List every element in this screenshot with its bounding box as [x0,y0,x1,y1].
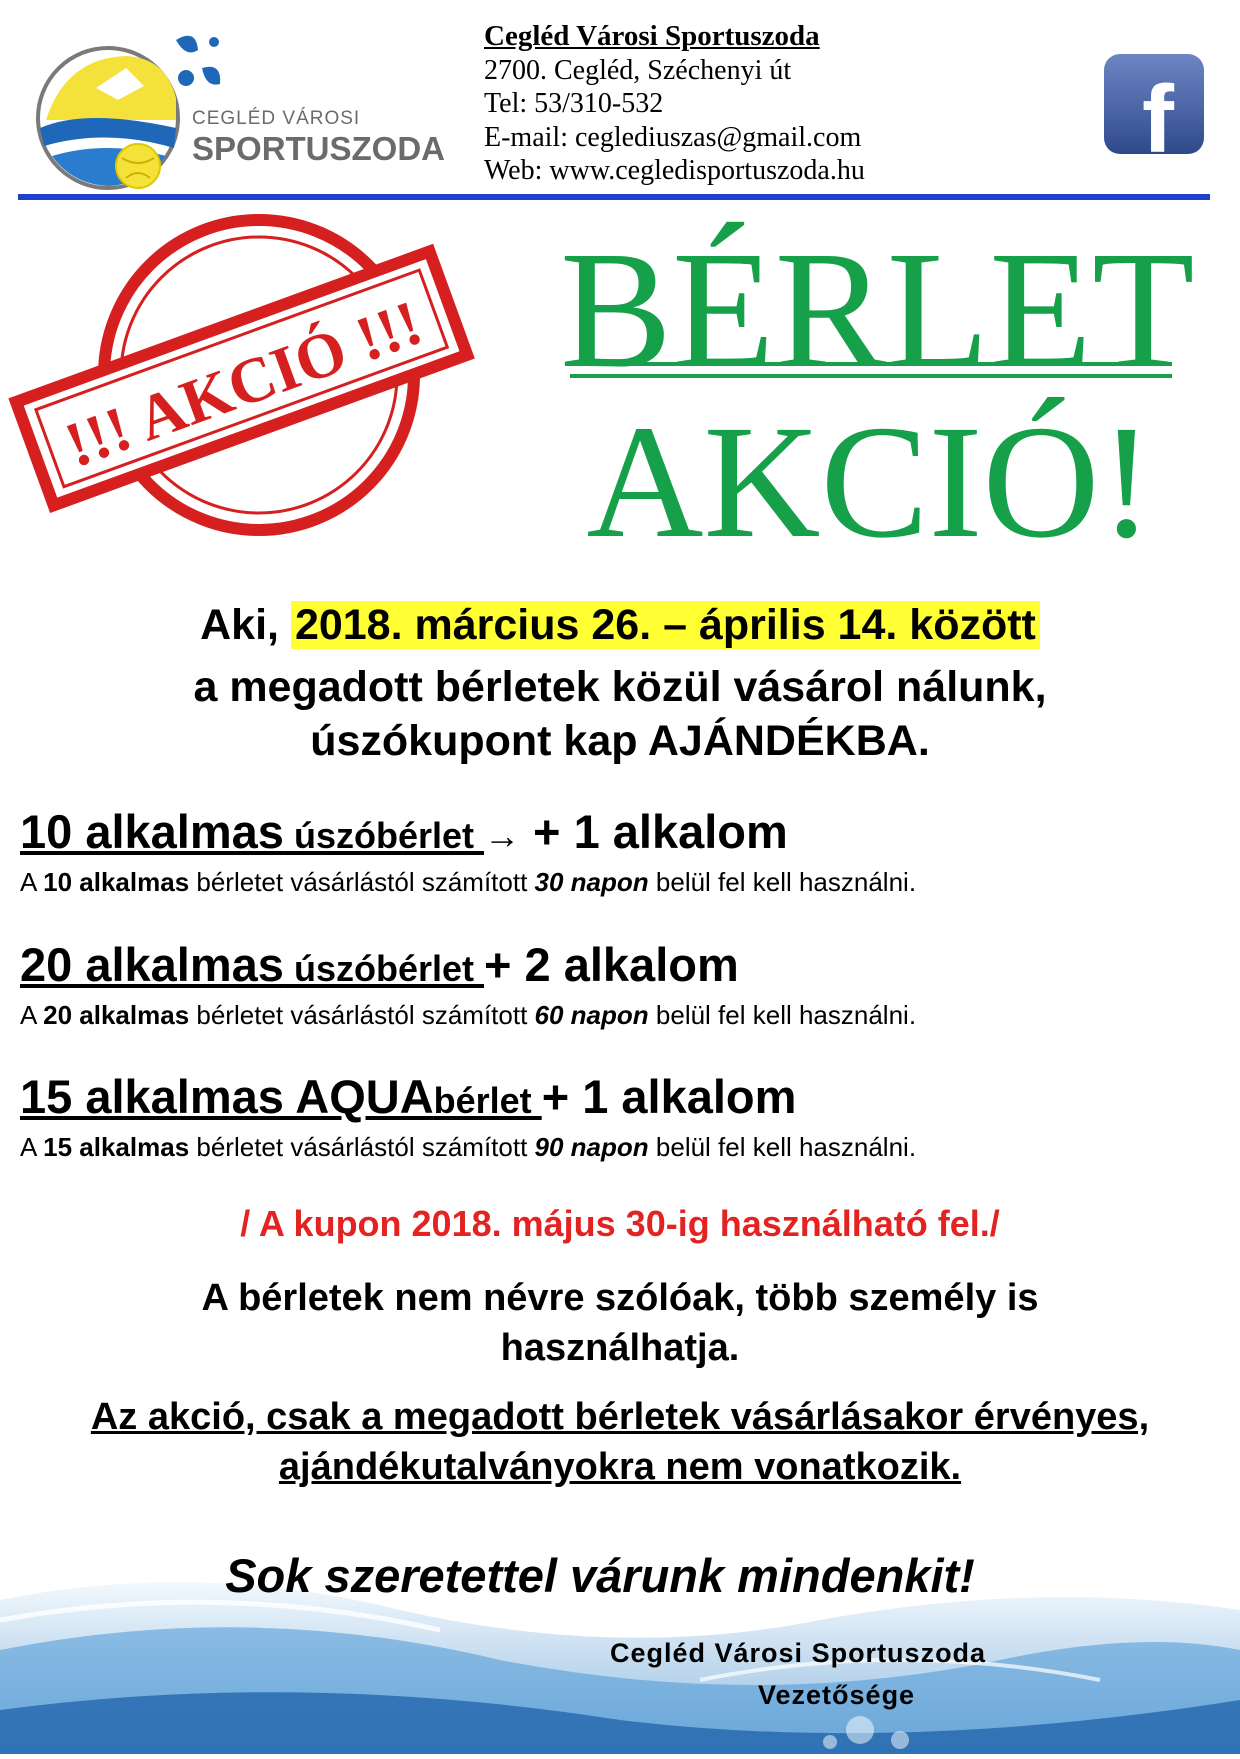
pool-logo [26,28,446,193]
terms-line1: Az akció, csak a megadott bérletek vásárlásakor érvényes, [90,1396,1150,1438]
swimmer-logo-icon [26,28,446,193]
offer-count: 20 alkalmas [20,938,284,991]
offer-count: 10 alkalmas [20,805,284,858]
offer-type: úszóbérlet [283,815,484,856]
logo-line2: SPORTUSZODA [192,130,446,167]
contact-email[interactable]: E-mail: ceglediuszas@gmail.com [484,121,862,153]
contact-phone: Tel: 53/310-532 [484,88,664,119]
note-days: 90 napon [534,1132,649,1162]
note-count: 15 alkalmas [43,1132,190,1162]
offer-bonus-unit: alkalom [599,805,788,858]
logo-line1: CEGLÉD VÁROSI [192,108,361,129]
contact-web[interactable]: Web: www.cegledisportuszoda.hu [484,155,865,186]
transfer-line1: A bérletek nem névre szólóak, több személy is [201,1277,1039,1319]
intro-dates: 2018. március 26. – április 14. között [291,601,1040,649]
offer-bonus-unit: alkalom [550,938,739,991]
contact-address: 2700. Cegléd, Széchenyi út [484,54,792,86]
offer-count: 15 alkalmas AQUA [20,1070,434,1123]
contact-block [484,20,865,188]
headline-akcio: AKCIÓ! [586,393,1154,572]
note-a: A [20,1132,44,1162]
offer-10 [20,804,788,864]
offer-20 [20,937,739,997]
note-days: 60 napon [534,1000,649,1030]
note-days: 30 napon [534,867,649,897]
contact-title: Cegléd Városi Sportuszoda [484,20,820,52]
note-b: bérletet vásárlástól számított [189,1132,535,1162]
offer-bonus-unit: alkalom [608,1070,797,1123]
intro-line1 [0,598,1240,653]
terms-line2: ajándékutalványokra nem vonatkozik. [278,1446,962,1488]
note-b: bérletet vásárlástól számított [189,1000,535,1030]
akcio-stamp [14,205,474,550]
note-c: belül fel kell használni. [648,1000,917,1030]
offer-type: bérlet [433,1080,542,1121]
facebook-icon[interactable] [1102,52,1206,173]
intro-line3-strong: AJÁNDÉKBA. [647,717,930,765]
offer-bonus: + 2 [484,938,551,991]
headline-double-underline [570,362,1172,378]
svg-text:f: f [1142,66,1174,173]
intro-line3 [0,714,1240,769]
intro-prefix: Aki, [200,601,291,649]
header-rule [18,194,1210,200]
stamp-text: !!! AKCIÓ !!! [55,286,431,481]
note-count: 10 alkalmas [43,867,190,897]
note-count: 20 alkalmas [43,1000,190,1030]
offer-bonus: + 1 [541,1070,609,1123]
headline-berlet: BÉRLET [560,217,1195,403]
note-a: A [20,1000,44,1030]
intro-line2: a megadott bérletek közül vásárol nálunk, [193,663,1047,711]
signature-line1: Cegléd Városi Sportuszoda [610,1638,987,1668]
coupon-note: / A kupon 2018. május 30-ig használható fel./ [240,1203,1000,1244]
offer-20-note [20,999,916,1031]
signature-line2: Vezetősége [758,1680,916,1710]
arrow-icon: → [484,815,520,856]
transfer-line2: használhatja. [500,1327,740,1369]
offer-type: úszóbérlet [283,948,484,989]
intro-line3-prefix: úszókupont kap [310,717,648,765]
note-c: belül fel kell használni. [648,867,917,897]
closing-line: Sok szeretettel várunk mindenkit! [225,1549,975,1602]
offer-15-note [20,1131,916,1163]
offer-bonus: + 1 [520,805,600,858]
note-c: belül fel kell használni. [648,1132,917,1162]
offer-10-note [20,866,916,898]
offer-15-aqua [20,1069,796,1129]
note-b: bérletet vásárlástól számított [189,867,535,897]
note-a: A [20,867,44,897]
